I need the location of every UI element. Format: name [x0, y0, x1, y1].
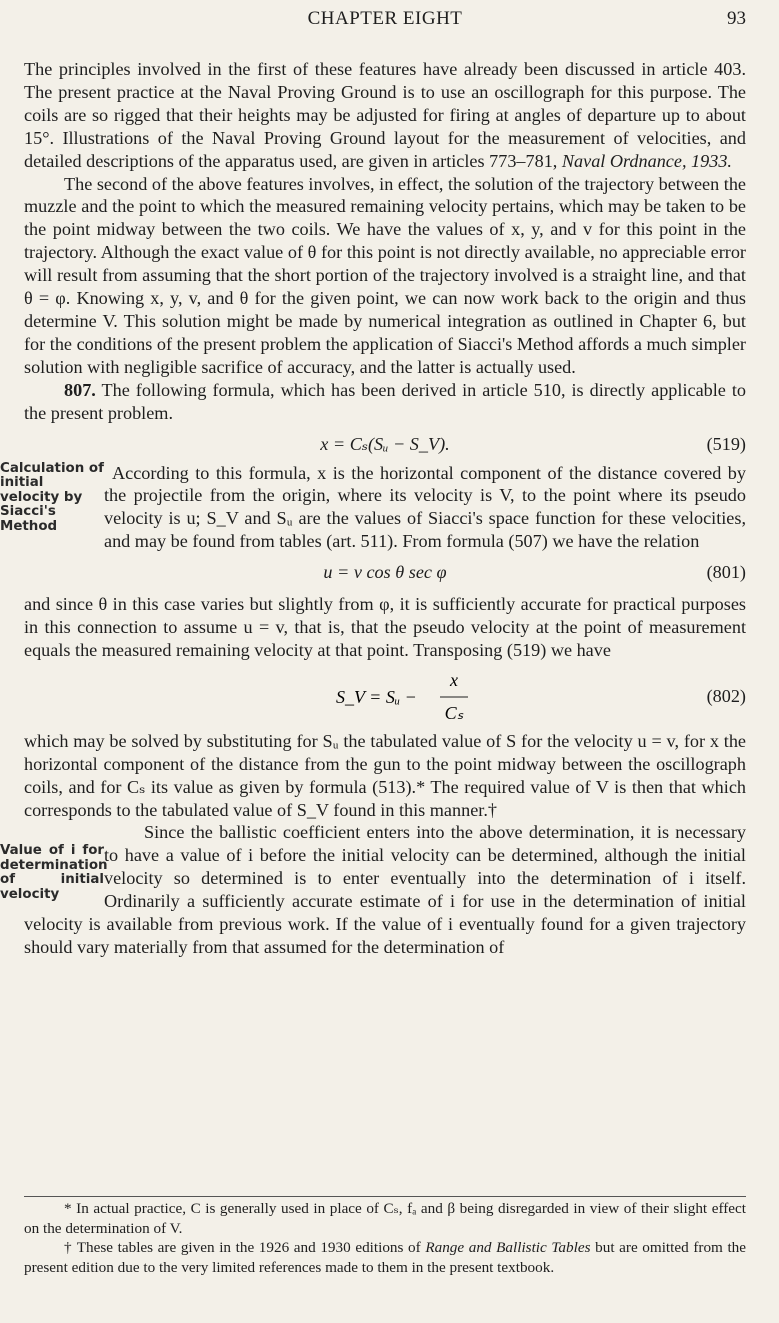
paragraph-6: which may be solved by substituting for Sᵤ the tabulated value of S for the velocity u = v, for x the horizontal component of the distance from the gun to the point midway between the oscillograph coils, and for Cₛ its value as given by formula (513).* The required value of V is then that which corresponds to the tabulated value of S_V found in this manner.†	[24, 730, 746, 820]
equation-519-expression: x = Cₛ(Sᵤ − S_V).	[320, 433, 450, 454]
svg-text:S_V = Sᵤ −: S_V = Sᵤ −	[336, 686, 417, 707]
equation-802-expression	[336, 670, 486, 724]
paragraph-4: According to this formula, x is the horizontal component of the distance covered by the projectile from the origin, where its velocity is V, to the point where its pseudo velocity is u; S_V and Sᵤ are the values of Siacci's space function for these velocities, and may be found from tables (art. 511). From formula (507) we have the relation	[104, 462, 746, 552]
paragraph-5: and since θ in this case varies but slightly from φ, it is sufficiently accurate for practical purposes in this connection to assume u = v, that is, that the pseudo velocity at the point of measurement equals the measured remaining velocity at that point. Transposing (519) we have	[24, 594, 746, 660]
footnote-dagger: † These tables are given in the 1926 and 1930 editions of Range and Ballistic Tables but are omitted from the present edition due to the very limited references made to them in the present textbook.	[24, 1239, 747, 1276]
svg-text:x: x	[450, 669, 458, 690]
equation-801	[24, 561, 746, 585]
reference-range-ballistic-tables: Range and Ballistic Tables	[425, 1239, 591, 1256]
footnotes	[24, 1196, 746, 1277]
equation-519	[24, 433, 746, 457]
equation-802	[24, 670, 746, 724]
paragraph-article-807: 807. The following formula, which has been derived in article 510, is directly applicable to the present problem.	[24, 379, 747, 423]
equation-801-expression: u = v cos θ sec φ	[323, 562, 447, 583]
paragraph-7: Value of i for determination of initial velocity Since the ballistic coefficient enters into the above determination, it is necessary to have a value of i before the initial velocity can be determined, although the initial velocity so determined is to enter eventually into the determination of i itself. Ordinarily a sufficiently accurate estimate of i for use in the determination of initial velocity is available from previous work. If the value of i eventually found for a given trajectory should vary materially from that assumed for the determination of	[0, 822, 746, 957]
running-header	[24, 8, 746, 34]
equation-802-number: (802)	[706, 685, 746, 706]
equation-519-number: (519)	[706, 433, 746, 454]
main-text	[0, 58, 747, 959]
margin-note-siacci: Calculation of initial velocity by Siacci's Method	[0, 460, 104, 534]
page-number: 93	[727, 8, 746, 29]
margin-note-value-of-i: Value of i for determination of initial velocity	[0, 843, 108, 902]
reference-naval-ordnance: Naval Ordnance, 1933.	[561, 150, 732, 171]
paragraph-1: The principles involved in the first of these features have already been discussed in article 403. The present practice at the Naval Proving Ground is to use an oscillograph for this purpose. The coils are so rigged that their heights may be adjusted for firing at angles of departure up to about 15°. Illustrations of the Naval Proving Ground layout for the measurement of velocities, and detailed descriptions of the apparatus used, are given in articles 773–781, Naval Ordnance, 1933.	[24, 59, 746, 171]
svg-text:Cₛ: Cₛ	[444, 702, 464, 723]
article-number: 807.	[64, 379, 96, 400]
chapter-title: CHAPTER EIGHT	[307, 8, 463, 29]
paragraph-2: The second of the above features involves, in effect, the solution of the trajectory between the muzzle and the point to which the measured remaining velocity pertains, which may be taken to be the point midway between the two coils. We have the values of x, y, and v for this point in the trajectory. Although the exact value of θ for this point is not directly available, no appreciable error will result from assuming that the short portion of the trajectory involved is a straight line, and that θ = φ. Knowing x, y, v, and θ for the given point, we can now work back to the origin and thus determine V. This solution might be made by numerical integration as outlined in Chapter 6, but for the conditions of the present problem the application of Siacci's Method affords a much simpler solution with negligible sacrifice of accuracy, and the latter is actually used.	[24, 173, 746, 377]
footnote-asterisk: * In actual practice, C is generally used in place of Cₛ, fₐ and β being disregarded in view of their slight effect on the determination of V.	[24, 1200, 746, 1237]
equation-801-number: (801)	[706, 562, 746, 583]
